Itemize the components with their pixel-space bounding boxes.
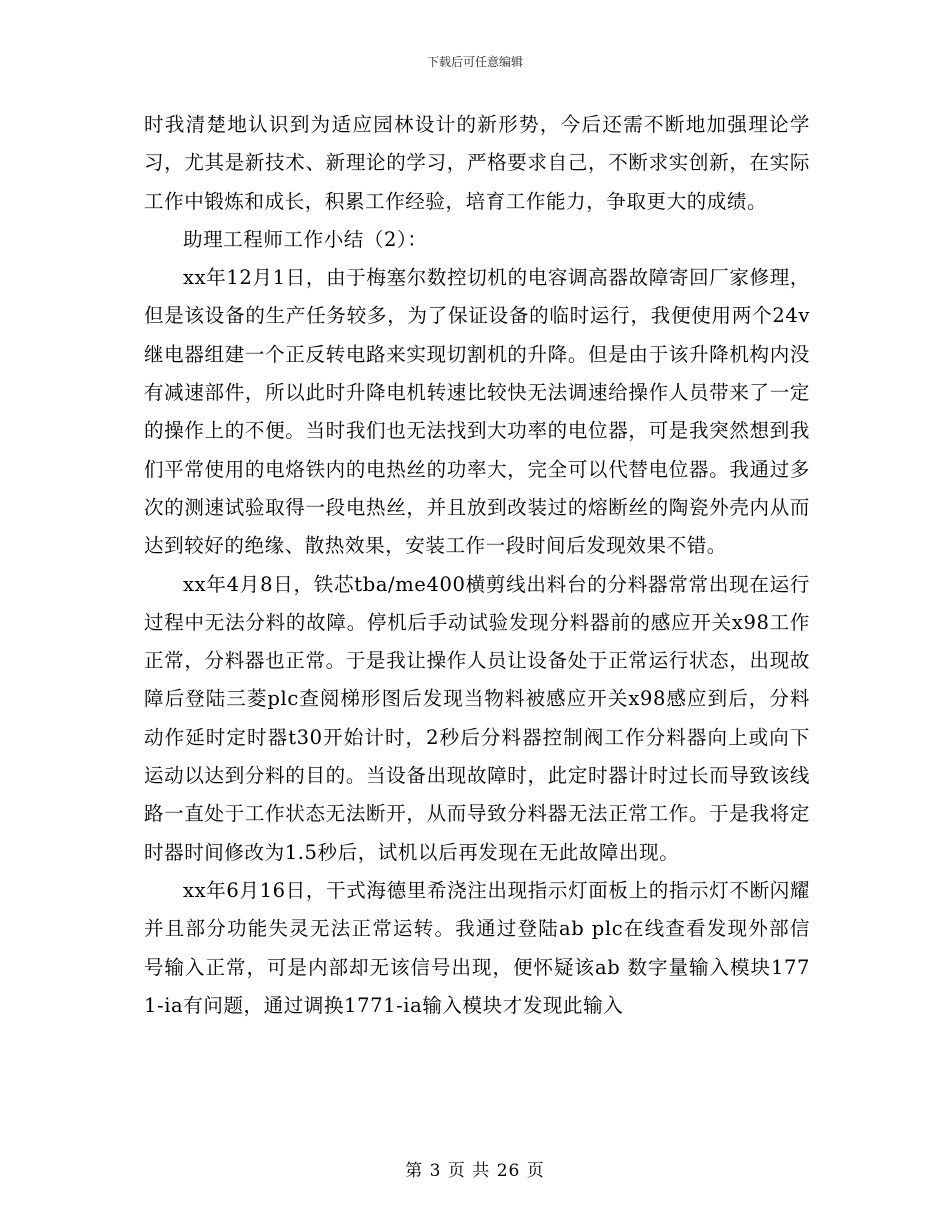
page-number-label: 第 3 页 共 26 页: [405, 1161, 545, 1181]
paragraph: 时我清楚地认识到为适应园林设计的新形势，今后还需不断地加强理论学习，尤其是新技术、新理论的学习，严格要求自己，不断求实创新，在实际工作中锻炼和成长，积累工作经验，培育工作能力，争取更大的成绩。: [144, 113, 810, 213]
paragraph: xx年4月8日，铁芯tba/me400横剪线出料台的分料器常常出现在运行过程中无法分料的故障。停机后手动试验发现分料器前的感应开关x98工作正常，分料器也正常。于是我让操作人员让设备处于正常运行状态，出现故障后登陆三菱plc查阅梯形图后发现当物料被感应开关x98感应到后，分料动作延时定时器t30开始计时，2秒后分料器控制阀工作分料器向上或向下运动以达到分料的目的。当设备出现故障时，此定时器计时过长而导致该线路一直处于工作状态无法断开，从而导致分料器无法正常工作。于是我将定时器时间修改为1.5秒后，试机以后再发现在无此故障出现。: [144, 572, 810, 864]
page-footer: [0, 1156, 950, 1181]
paragraph: xx年6月16日，干式海德里希浇注出现指示灯面板上的指示灯不断闪耀并且部分功能失灵无法正常运转。我通过登陆ab plc在线查看发现外部信号输入正常，可是内部却无该信号出现，便怀疑该ab 数字量输入模块1771-ia有问题，通过调换1771-ia输入模块才发现此输入: [144, 878, 810, 1017]
paragraph-heading: 助理工程师工作小结（2）：: [183, 227, 428, 251]
page-header-note: 下载后可任意编辑: [426, 55, 523, 69]
paragraph: xx年12月1日，由于梅塞尔数控切机的电容调高器故障寄回厂家修理，但是该设备的生产任务较多，为了保证设备的临时运行，我便使用两个24v继电器组建一个正反转电路来实现切割机的升降。但是由于该升降机构内没有减速部件，所以此时升降电机转速比较快无法调速给操作人员带来了一定的操作上的不便。当时我们也无法找到大功率的电位器，可是我突然想到我们平常使用的电烙铁内的电热丝的功率大，完全可以代替电位器。我通过多次的测速试验取得一段电热丝，并且放到改装过的熔断丝的陶瓷外壳内从而达到较好的绝缘、散热效果，安装工作一段时间后发现效果不错。: [144, 266, 810, 558]
document-body: [144, 106, 810, 1025]
